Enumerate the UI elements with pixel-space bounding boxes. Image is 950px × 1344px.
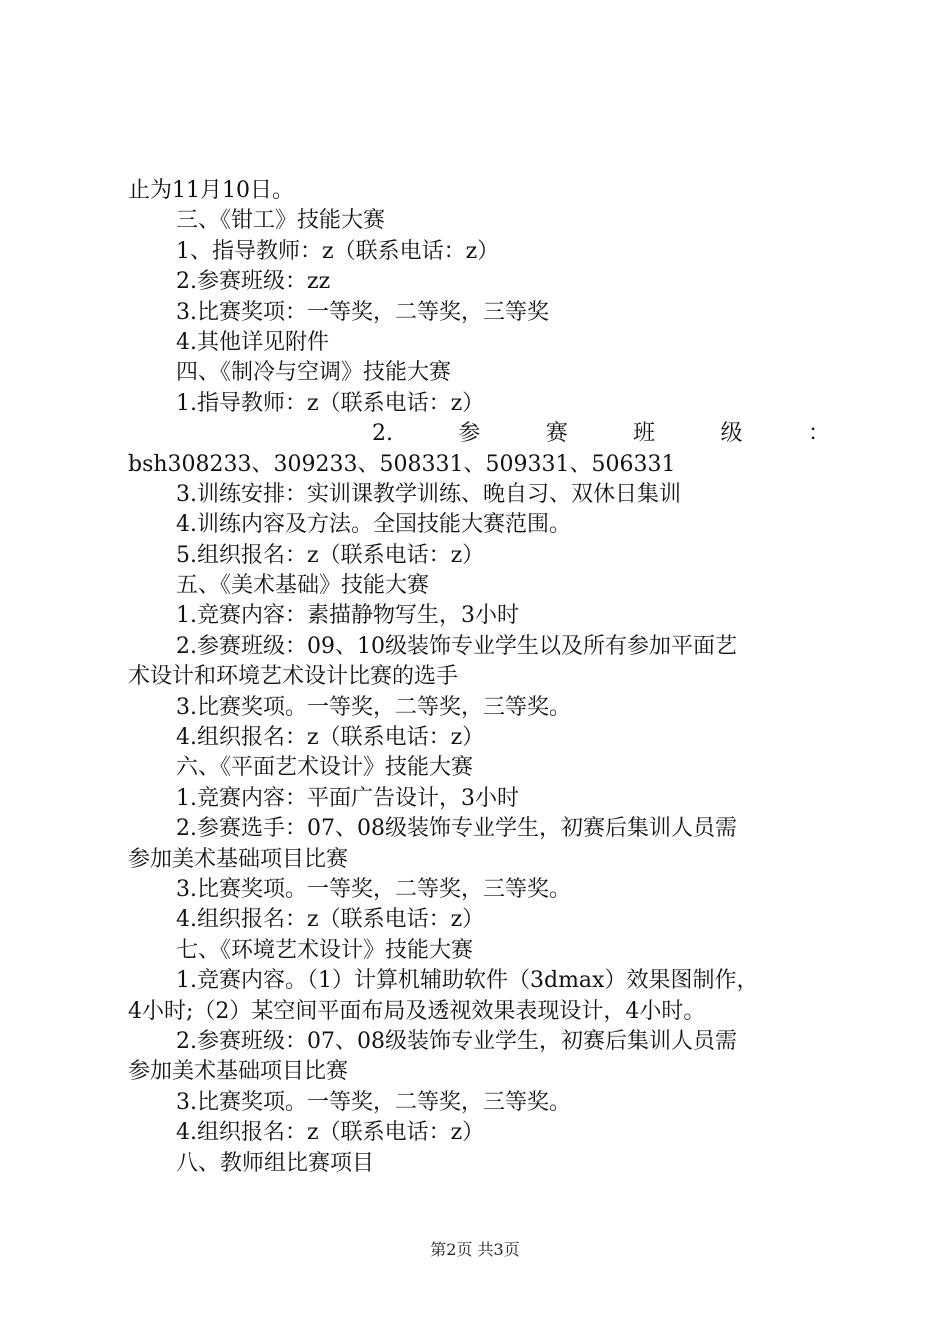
text-line: 5.组织报名：z（联系电话：z） (176, 542, 485, 568)
text-line: bsh308233、309233、508331、509331、506331 (128, 451, 676, 477)
text-line: 参加美术基础项目比赛 (128, 1059, 349, 1085)
text-line: 2.参赛班级：09、10级装饰专业学生以及所有参加平面艺 (176, 633, 737, 659)
text-line: 2.参赛选手：07、08级装饰专业学生，初赛后集训人员需 (176, 816, 737, 842)
text-line: 术设计和环境艺术设计比赛的选手 (128, 664, 459, 690)
justified-class-line (128, 419, 830, 449)
text-line: 3.比赛奖项。一等奖，二等奖，三等奖。 (176, 1089, 571, 1115)
justified-part: 2. (372, 421, 393, 447)
section-heading-fitter: 三、《钳工》技能大赛 (176, 208, 386, 234)
text-line: 1.竞赛内容。（1）计算机辅助软件（3dmax）效果图制作， (176, 968, 759, 994)
text-line: 4.训练内容及方法。全国技能大赛范围。 (176, 512, 571, 538)
text-line: 参加美术基础项目比赛 (128, 846, 349, 872)
page-number-footer: 第2页 共3页 (430, 1240, 520, 1259)
section-heading-graphic-design: 六、《平面艺术设计》技能大赛 (176, 755, 474, 781)
text-line: 1、指导教师：z（联系电话：z） (176, 238, 500, 264)
justified-part: 参 (458, 421, 481, 447)
text-line: 止为11月10日。 (128, 178, 294, 203)
section-heading-environment-design: 七、《环境艺术设计》技能大赛 (176, 937, 474, 963)
section-heading-refrigeration: 四、《制冷与空调》技能大赛 (176, 360, 452, 386)
section-heading-teacher-group: 八、教师组比赛项目 (176, 1150, 375, 1176)
document-body (128, 176, 830, 1179)
text-line: 3.比赛奖项。一等奖，二等奖，三等奖。 (176, 876, 571, 902)
text-line: 1.竞赛内容：平面广告设计，3小时 (176, 785, 519, 811)
justified-part: 级 (720, 421, 743, 447)
section-heading-art-basics: 五、《美术基础》技能大赛 (176, 573, 430, 599)
text-line: 2.参赛班级：zz (176, 269, 331, 295)
text-line: 4.组织报名：z（联系电话：z） (176, 907, 485, 933)
text-line: 3.训练安排：实训课教学训练、晚自习、双休日集训 (176, 481, 681, 507)
text-line: 4.组织报名：z（联系电话：z） (176, 1120, 485, 1146)
text-line: 4.其他详见附件 (176, 329, 329, 355)
text-line: 3.比赛奖项。一等奖，二等奖，三等奖。 (176, 694, 571, 720)
text-line: 2.参赛班级：07、08级装饰专业学生，初赛后集训人员需 (176, 1028, 737, 1054)
justified-part: 班 (633, 421, 656, 447)
text-line: 4.组织报名：z（联系电话：z） (176, 725, 485, 751)
text-line: 4小时;（2）某空间平面布局及透视效果表现设计，4小时。 (128, 998, 706, 1024)
text-line: 3.比赛奖项：一等奖，二等奖，三等奖 (176, 299, 549, 325)
text-line: 1.指导教师：z（联系电话：z） (176, 390, 485, 416)
text-line: 1.竞赛内容：素描静物写生，3小时 (176, 603, 519, 629)
justified-part: 赛 (545, 421, 568, 447)
justified-part: ： (807, 421, 830, 447)
